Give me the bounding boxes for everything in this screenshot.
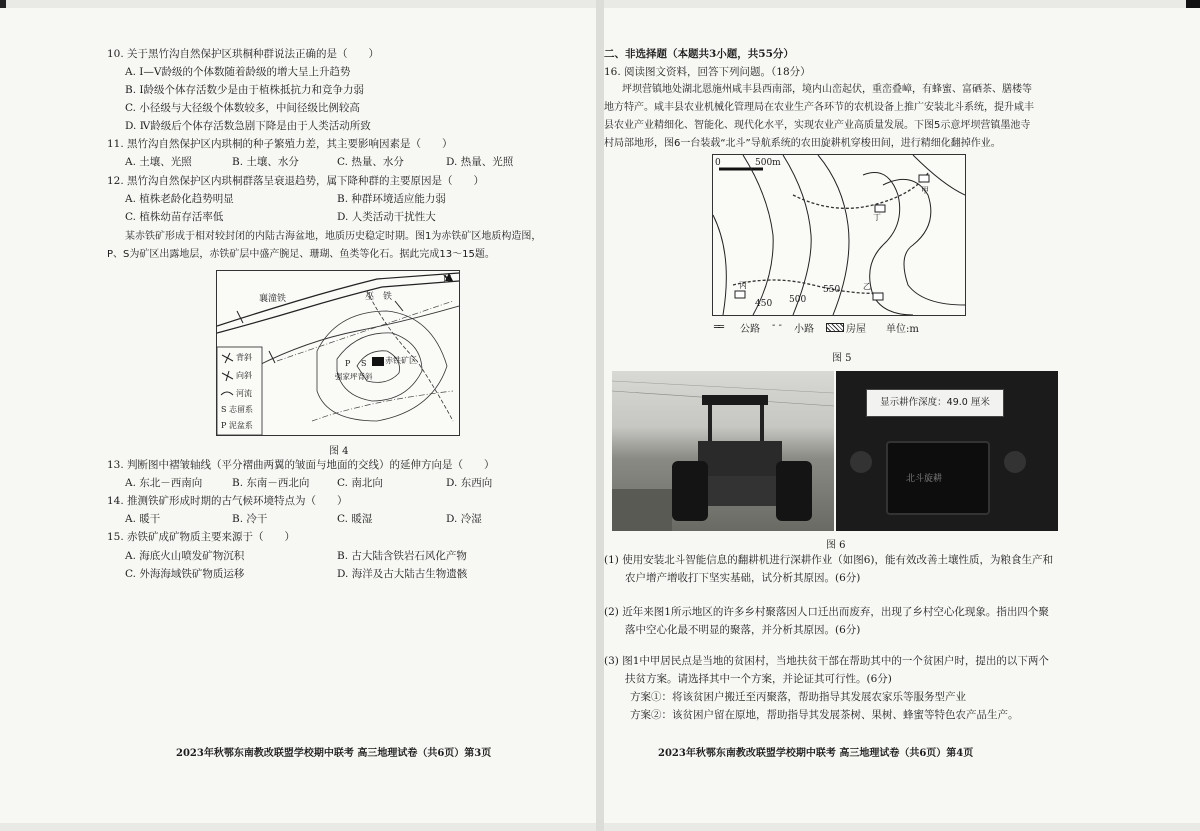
legend-unit: 单位:m bbox=[886, 324, 919, 335]
q13-option-a: A. 东北－西南向 bbox=[125, 477, 203, 489]
q10-option-d: D. Ⅳ龄级后个体存活数急剧下降是由于人类活动所致 bbox=[125, 120, 371, 132]
legend-anticline: 背斜 bbox=[236, 353, 252, 362]
q14-stem: 14. 推测铁矿形成时期的古气候环境特点为（ ） bbox=[107, 495, 348, 507]
q12-option-b: B. 种群环境适应能力弱 bbox=[337, 193, 446, 205]
contour-450: 450 bbox=[755, 299, 773, 309]
q13-option-d: D. 东西向 bbox=[446, 477, 493, 489]
figure-4-caption: 图 4 bbox=[329, 446, 349, 457]
q11-option-b: B. 土壤、水分 bbox=[232, 156, 299, 168]
navigation-terminal-photo bbox=[836, 371, 1058, 531]
path-symbol: - - bbox=[772, 320, 782, 331]
q15-option-b: B. 古大陆含铁岩石风化产物 bbox=[337, 550, 467, 562]
settlement-jia: 甲 bbox=[921, 186, 929, 195]
sub-question-3-line-1: (3) 图1中甲居民点是当地的贫困村，当地扶贫干部在帮助其中的一个贫困户时，提出的以下两个 bbox=[604, 655, 1049, 667]
sub-question-2-line-1: (2) 近年来图1所示地区的许多乡村聚落因人口迁出而废弃，出现了乡村空心化现象。指出四个聚 bbox=[604, 606, 1049, 618]
railway-label-1: 襄潼铁 bbox=[259, 294, 287, 304]
plough-depth-display: 显示耕作深度：49.0 厘米 bbox=[866, 389, 1004, 417]
intro-line-2: P、S为矿区出露地层，赤铁矿层中盛产腕足、珊瑚、鱼类等化石。据此完成13～15题。 bbox=[107, 249, 495, 260]
figure-6-caption: 图 6 bbox=[826, 540, 846, 551]
q10-option-c: C. 小径级与大径级个体数较多，中间径级比例较高 bbox=[125, 102, 360, 114]
scale-length: 500m bbox=[755, 158, 781, 168]
stratum-p-label: P bbox=[345, 359, 351, 368]
mine-area-marker bbox=[372, 357, 384, 366]
house-symbol bbox=[826, 323, 844, 332]
page-3-footer: 2023年秋鄂东南教改联盟学校期中联考 高三地理试卷（共6页）第3页 bbox=[176, 748, 492, 759]
railway-label-2: 巫 铁 bbox=[365, 292, 393, 302]
q14-option-d: D. 冷湿 bbox=[446, 513, 482, 525]
settlement-bing: 丙 bbox=[739, 281, 747, 290]
legend-river: 河流 bbox=[236, 389, 252, 398]
sub-question-1-line-2: 农户增产增收打下坚实基础，试分析其原因。(6分) bbox=[604, 572, 861, 584]
figure-5-legend bbox=[714, 320, 974, 336]
q15-stem: 15. 赤铁矿成矿物质主要来源于（ ） bbox=[107, 531, 296, 543]
anticline-label: 强家坪背斜 bbox=[335, 372, 373, 381]
page-gutter bbox=[596, 0, 604, 831]
q13-option-b: B. 东南－西北向 bbox=[232, 477, 310, 489]
q11-option-c: C. 热量、水分 bbox=[337, 156, 404, 168]
contour-550: 550 bbox=[823, 285, 841, 295]
q13-stem: 13. 判断图中褶皱轴线（平分褶曲两翼的皱面与地面的交线）的延伸方向是（ ） bbox=[107, 459, 495, 471]
mine-label: 赤铁矿区 bbox=[385, 356, 417, 365]
q11-option-a: A. 土壤、光照 bbox=[125, 156, 192, 168]
q12-option-c: C. 植株幼苗存活率低 bbox=[125, 211, 224, 223]
section-heading: 二、非选择题（本题共3小题，共55分） bbox=[604, 48, 794, 60]
settlement-yi: 乙 bbox=[863, 282, 871, 291]
q15-option-a: A. 海底火山喷发矿物沉积 bbox=[125, 550, 245, 562]
geology-map-drawing bbox=[217, 271, 459, 435]
legend-silurian: S 志留系 bbox=[221, 405, 254, 414]
legend-devonian: P 泥盆系 bbox=[221, 421, 253, 430]
q11-option-d: D. 热量、光照 bbox=[446, 156, 514, 168]
intro-line-1: 某赤铁矿形成于相对较封闭的内陆古海盆地，地质历史稳定时期。图1为赤铁矿区地质构造图， bbox=[125, 231, 542, 242]
sub-question-1-line-1: (1) 使用安装北斗智能信息的翻耕机进行深耕作业（如图6)，能有效改善土壤性质，为粮食生产和 bbox=[604, 554, 1053, 566]
q15-option-c: C. 外海海域铁矿物质运移 bbox=[125, 568, 245, 580]
q16-para-line-3: 县农业产业精细化、智能化、现代化水平，实现农业产业高质量发展。下图5示意坪坝营镇墨池寺 bbox=[604, 120, 1031, 131]
legend-syncline: 向斜 bbox=[236, 371, 252, 380]
q15-option-d: D. 海洋及古大陆古生物遗骸 bbox=[337, 568, 468, 580]
plan-2: 方案②：该贫困户留在原地，帮助指导其发展茶树、果树、蜂蜜等特色农产品生产。 bbox=[630, 709, 1019, 721]
q16-stem: 16. 阅读图文资料，回答下列问题。（18分） bbox=[604, 66, 811, 78]
q16-para-line-4: 村局部地形，图6一台装载“北斗”导航系统的农田旋耕机穿梭田间，进行精细化翻掉作业。 bbox=[604, 138, 1001, 149]
q12-option-a: A. 植株老龄化趋势明显 bbox=[125, 193, 234, 205]
exam-page-3 bbox=[0, 8, 596, 823]
q11-stem: 11. 黑竹沟自然保护区内珙桐的种子繁殖力差，其主要影响因素是（ ） bbox=[107, 138, 453, 150]
plan-1: 方案①：将该贫困户搬迁至丙聚落，帮助指导其发展农家乐等服务型产业 bbox=[630, 691, 966, 703]
q12-stem: 12. 黑竹沟自然保护区内珙桐群落呈衰退趋势，属下降种群的主要原因是（ ） bbox=[107, 175, 485, 187]
q13-option-c: C. 南北向 bbox=[337, 477, 383, 489]
contour-500: 500 bbox=[789, 295, 807, 305]
tractor-photo bbox=[612, 371, 834, 531]
legend-path: 小路 bbox=[794, 324, 814, 335]
sub-question-3-line-2: 扶贫方案。请选择其中一个方案，并论证其可行性。(6分) bbox=[604, 673, 892, 685]
sub-question-2-line-2: 落中空心化最不明显的聚落，并分析其原因。(6分) bbox=[604, 624, 861, 636]
q10-option-b: B. Ⅰ龄级个体存活数少是由于植株抵抗力和竞争力弱 bbox=[125, 84, 365, 96]
q14-option-b: B. 冷干 bbox=[232, 513, 268, 525]
figure-4-geology-map bbox=[216, 270, 460, 436]
q14-option-a: A. 暖干 bbox=[125, 513, 161, 525]
settlement-ding: 丁 bbox=[873, 213, 881, 222]
legend-house: 房屋 bbox=[846, 324, 866, 335]
terminal-screen-text: 北斗旋耕 bbox=[906, 474, 943, 484]
terminal-screen bbox=[886, 441, 990, 515]
figure-5-contour-map bbox=[712, 154, 966, 316]
q16-para-line-2: 地方特产。咸丰县农业机械化管理局在农业生产各环节的农机设备上推广安装北斗系统，提升咸丰 bbox=[604, 102, 1034, 113]
exam-page-4 bbox=[604, 8, 1200, 823]
road-symbol: ══ bbox=[714, 322, 723, 333]
terminal-knob-left bbox=[850, 451, 872, 473]
stratum-s-label: S bbox=[361, 359, 367, 368]
legend-road: 公路 bbox=[740, 324, 760, 335]
q10-stem: 10. 关于黑竹沟自然保护区珙桐种群说法正确的是（ ） bbox=[107, 48, 380, 60]
q14-option-c: C. 暖湿 bbox=[337, 513, 373, 525]
figure-5-caption: 图 5 bbox=[832, 353, 852, 364]
scale-zero: 0 bbox=[715, 158, 721, 168]
tractor-silhouette bbox=[612, 371, 834, 531]
terminal-knob-right bbox=[1004, 451, 1026, 473]
q10-option-a: A. Ⅰ—Ⅴ龄级的个体数随着龄级的增大呈上升趋势 bbox=[125, 66, 351, 78]
page-4-footer: 2023年秋鄂东南教改联盟学校期中联考 高三地理试卷（共6页）第4页 bbox=[658, 748, 974, 759]
q12-option-d: D. 人类活动干扰性大 bbox=[337, 211, 436, 223]
north-label: N bbox=[443, 275, 452, 285]
q16-para-line-1: 坪坝营镇地处湖北恩施州咸丰县西南部，境内山峦起伏，重峦叠嶂，有蜂蜜、富硒茶、膳楼等 bbox=[622, 84, 1032, 95]
